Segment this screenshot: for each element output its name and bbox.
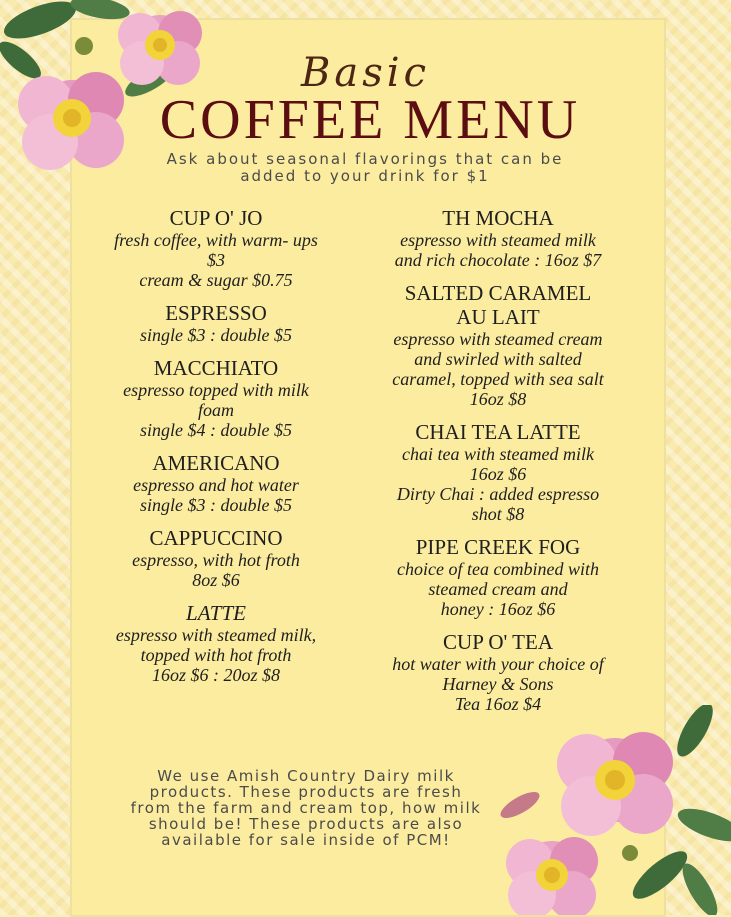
item-description: espresso, with hot froth (132, 550, 300, 570)
item-description: foam (198, 400, 234, 420)
item-description: choice of tea combined with (397, 559, 599, 579)
menu-item-espresso (80, 301, 352, 345)
menu-column-right (362, 206, 634, 725)
item-price: single $3 : double $5 (140, 495, 292, 515)
item-name: SALTED CARAMEL (404, 281, 592, 305)
rose-flowers-bottom-right (490, 705, 731, 915)
item-description: espresso with steamed milk (400, 230, 596, 250)
item-price: honey : 16oz $6 (440, 599, 556, 619)
menu-main-title: COFFEE MENU (159, 89, 581, 151)
item-price: single $3 : double $5 (140, 325, 292, 345)
item-name: AMERICANO (152, 451, 280, 475)
item-name: TH MOCHA (442, 206, 554, 230)
item-price: shot $8 (471, 504, 525, 524)
menu-item-pipe-creek-fog (362, 535, 634, 619)
item-description: Harney & Sons (442, 674, 554, 694)
item-price: and rich chocolate : 16oz $7 (394, 250, 602, 270)
item-name: PIPE CREEK FOG (415, 535, 581, 559)
item-description: espresso with steamed cream (393, 329, 603, 349)
item-name: ESPRESSO (165, 301, 267, 325)
item-description: and swirled with salted (414, 349, 582, 369)
item-name: LATTE (186, 601, 246, 625)
item-price: 16oz $8 (469, 389, 527, 409)
menu-item-cappuccino (80, 526, 352, 590)
dairy-note-line: products. These products are fresh (149, 783, 463, 801)
dairy-note-line: available for sale inside of PCM! (161, 831, 451, 849)
dairy-note-line: should be! These products are also (148, 815, 464, 833)
item-description: Dirty Chai : added espresso (396, 484, 600, 504)
item-description: steamed cream and (428, 579, 568, 599)
item-description: espresso topped with milk (123, 380, 309, 400)
item-name: CHAI TEA LATTE (415, 420, 581, 444)
item-name: CAPPUCCINO (149, 526, 283, 550)
item-description: espresso with steamed milk, (115, 625, 317, 645)
item-price: $3 (207, 250, 225, 270)
item-name: MACCHIATO (153, 356, 279, 380)
item-description: hot water with your choice of (392, 654, 604, 674)
item-price: 16oz $6 (469, 464, 527, 484)
menu-item-cup-o-tea (362, 630, 634, 714)
menu-subtitle (120, 151, 610, 185)
menu-item-chai-tea-latte (362, 420, 634, 524)
menu-column-left (80, 206, 352, 696)
item-name: CUP O' TEA (443, 630, 553, 654)
item-description: espresso and hot water (133, 475, 299, 495)
item-price: Tea 16oz $4 (454, 694, 542, 714)
item-name: AU LAIT (456, 305, 540, 329)
dairy-note-line: from the farm and cream top, how milk (130, 799, 482, 817)
menu-item-cup-o-jo (80, 206, 352, 290)
item-price: 8oz $6 (192, 570, 240, 590)
item-description: chai tea with steamed milk (402, 444, 594, 464)
item-price: single $4 : double $5 (140, 420, 292, 440)
item-name: CUP O' JO (169, 206, 263, 230)
item-price: 16oz $6 : 20oz $8 (151, 665, 280, 685)
item-description: caramel, topped with sea salt (392, 369, 604, 389)
menu-item-latte (80, 601, 352, 685)
menu-script-title: Basic (301, 50, 430, 96)
subtitle-line: added to your drink for $1 (240, 167, 490, 185)
dairy-note-line: We use Amish Country Dairy milk (157, 767, 455, 785)
item-price: cream & sugar $0.75 (139, 270, 293, 290)
dairy-note (86, 768, 526, 848)
item-description: fresh coffee, with warm- ups (114, 230, 318, 250)
item-description: topped with hot froth (140, 645, 292, 665)
menu-item-th-mocha (362, 206, 634, 270)
menu-item-salted-caramel-au-lait (362, 281, 634, 409)
menu-item-macchiato (80, 356, 352, 440)
subtitle-line: Ask about seasonal flavorings that can be (166, 150, 564, 168)
menu-item-americano (80, 451, 352, 515)
